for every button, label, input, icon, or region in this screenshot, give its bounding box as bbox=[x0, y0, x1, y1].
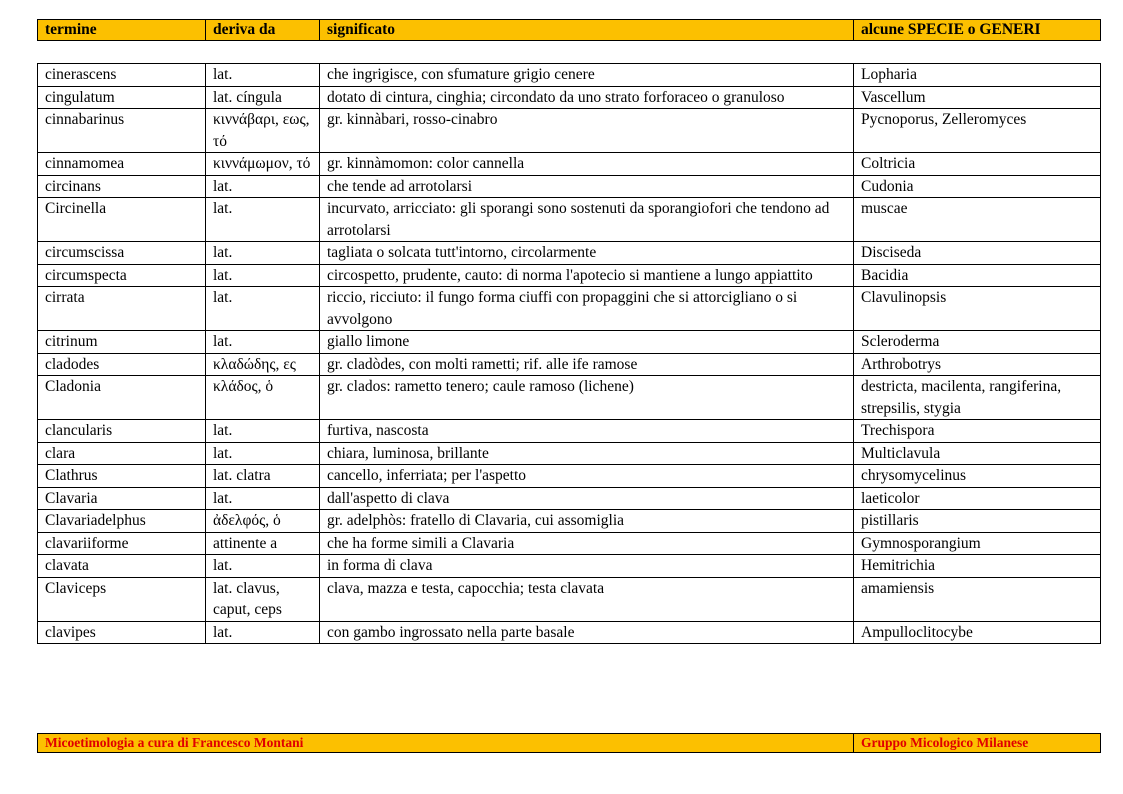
origin-cell: lat. bbox=[206, 175, 320, 198]
table-row bbox=[38, 64, 1101, 87]
table-row bbox=[38, 153, 1101, 176]
species-cell: Cudonia bbox=[854, 175, 1101, 198]
meaning-cell: chiara, luminosa, brillante bbox=[320, 442, 854, 465]
origin-cell: lat. clavus, caput, ceps bbox=[206, 577, 320, 621]
origin-cell: lat. bbox=[206, 198, 320, 242]
term-cell: clara bbox=[38, 442, 206, 465]
species-cell: muscae bbox=[854, 198, 1101, 242]
table-row bbox=[38, 109, 1101, 153]
table-row bbox=[38, 175, 1101, 198]
glossary-rows bbox=[38, 64, 1101, 644]
species-cell: Trechispora bbox=[854, 420, 1101, 443]
species-cell: destricta, macilenta, rangiferina, strepsilis, stygia bbox=[854, 376, 1101, 420]
meaning-cell: dall'aspetto di clava bbox=[320, 487, 854, 510]
meaning-cell: clava, mazza e testa, capocchia; testa clavata bbox=[320, 577, 854, 621]
term-cell: cingulatum bbox=[38, 86, 206, 109]
table-row bbox=[38, 331, 1101, 354]
term-cell: cinnamomea bbox=[38, 153, 206, 176]
term-cell: clavata bbox=[38, 555, 206, 578]
origin-cell: κλαδώδης, ες bbox=[206, 353, 320, 376]
meaning-cell: che ha forme simili a Clavaria bbox=[320, 532, 854, 555]
table-row bbox=[38, 510, 1101, 533]
meaning-cell: dotato di cintura, cinghia; circondato da uno strato forforaceo o granuloso bbox=[320, 86, 854, 109]
header-termine: termine bbox=[38, 20, 206, 41]
meaning-cell: circospetto, prudente, cauto: di norma l'apotecio si mantiene a lungo appiattito bbox=[320, 264, 854, 287]
term-cell: circumscissa bbox=[38, 242, 206, 265]
table-row bbox=[38, 442, 1101, 465]
term-cell: Circinella bbox=[38, 198, 206, 242]
term-cell: cirrata bbox=[38, 287, 206, 331]
term-cell: Clathrus bbox=[38, 465, 206, 488]
table-row bbox=[38, 621, 1101, 644]
meaning-cell: che tende ad arrotolarsi bbox=[320, 175, 854, 198]
origin-cell: lat. bbox=[206, 442, 320, 465]
term-cell: clancularis bbox=[38, 420, 206, 443]
origin-cell: κιννάμωμον, τό bbox=[206, 153, 320, 176]
meaning-cell: tagliata o solcata tutt'intorno, circolarmente bbox=[320, 242, 854, 265]
meaning-cell: incurvato, arricciato: gli sporangi sono sostenuti da sporangiofori che tendono ad arrotolarsi bbox=[320, 198, 854, 242]
meaning-cell: con gambo ingrossato nella parte basale bbox=[320, 621, 854, 644]
meaning-cell: gr. adelphòs: fratello di Clavaria, cui assomiglia bbox=[320, 510, 854, 533]
species-cell: Multiclavula bbox=[854, 442, 1101, 465]
table-row bbox=[38, 353, 1101, 376]
table-row bbox=[38, 487, 1101, 510]
meaning-cell: gr. kinnàbari, rosso-cinabro bbox=[320, 109, 854, 153]
meaning-cell: furtiva, nascosta bbox=[320, 420, 854, 443]
origin-cell: ἀδελφός, ὁ bbox=[206, 510, 320, 533]
meaning-cell: gr. clados: rametto tenero; caule ramoso (lichene) bbox=[320, 376, 854, 420]
term-cell: cladodes bbox=[38, 353, 206, 376]
meaning-cell: in forma di clava bbox=[320, 555, 854, 578]
species-cell: laeticolor bbox=[854, 487, 1101, 510]
species-cell: Disciseda bbox=[854, 242, 1101, 265]
species-cell: Gymnosporangium bbox=[854, 532, 1101, 555]
meaning-cell: che ingrigisce, con sfumature grigio cenere bbox=[320, 64, 854, 87]
table-row bbox=[38, 86, 1101, 109]
term-cell: clavariiforme bbox=[38, 532, 206, 555]
origin-cell: lat. bbox=[206, 331, 320, 354]
table-row bbox=[38, 420, 1101, 443]
species-cell: Clavulinopsis bbox=[854, 287, 1101, 331]
origin-cell: lat. bbox=[206, 420, 320, 443]
glossary-table bbox=[37, 63, 1101, 644]
term-cell: cinerascens bbox=[38, 64, 206, 87]
header-significato: significato bbox=[320, 20, 854, 41]
species-cell: Pycnoporus, Zelleromyces bbox=[854, 109, 1101, 153]
species-cell: Bacidia bbox=[854, 264, 1101, 287]
origin-cell: lat. cíngula bbox=[206, 86, 320, 109]
species-cell: Hemitrichia bbox=[854, 555, 1101, 578]
table-row bbox=[38, 287, 1101, 331]
species-cell: amamiensis bbox=[854, 577, 1101, 621]
table-row bbox=[38, 555, 1101, 578]
term-cell: Clavaria bbox=[38, 487, 206, 510]
origin-cell: κιννάβαρι, εως, τό bbox=[206, 109, 320, 153]
term-cell: Cladonia bbox=[38, 376, 206, 420]
table-row bbox=[38, 532, 1101, 555]
origin-cell: lat. bbox=[206, 487, 320, 510]
term-cell: Clavariadelphus bbox=[38, 510, 206, 533]
species-cell: Lopharia bbox=[854, 64, 1101, 87]
species-cell: Coltricia bbox=[854, 153, 1101, 176]
table-row bbox=[38, 376, 1101, 420]
table-row bbox=[38, 198, 1101, 242]
table-row bbox=[38, 465, 1101, 488]
term-cell: citrinum bbox=[38, 331, 206, 354]
origin-cell: lat. bbox=[206, 264, 320, 287]
origin-cell: lat. bbox=[206, 621, 320, 644]
origin-cell: lat. bbox=[206, 287, 320, 331]
header-deriva-da: deriva da bbox=[206, 20, 320, 41]
species-cell: Arthrobotrys bbox=[854, 353, 1101, 376]
table-row bbox=[38, 264, 1101, 287]
column-header-row bbox=[38, 20, 1101, 41]
meaning-cell: gr. kinnàmomon: color cannella bbox=[320, 153, 854, 176]
origin-cell: lat. bbox=[206, 242, 320, 265]
table-row bbox=[38, 577, 1101, 621]
header-specie-generi: alcune SPECIE o GENERI bbox=[854, 20, 1101, 41]
meaning-cell: giallo limone bbox=[320, 331, 854, 354]
term-cell: cinnabarinus bbox=[38, 109, 206, 153]
column-header-table bbox=[37, 19, 1101, 41]
origin-cell: lat. bbox=[206, 64, 320, 87]
origin-cell: attinente a bbox=[206, 532, 320, 555]
term-cell: circinans bbox=[38, 175, 206, 198]
meaning-cell: cancello, inferriata; per l'aspetto bbox=[320, 465, 854, 488]
origin-cell: lat. bbox=[206, 555, 320, 578]
footer-bar bbox=[37, 733, 1101, 753]
footer-row bbox=[38, 734, 1101, 753]
meaning-cell: gr. cladòdes, con molti rametti; rif. alle ife ramose bbox=[320, 353, 854, 376]
species-cell: pistillaris bbox=[854, 510, 1101, 533]
footer-author: Micoetimologia a cura di Francesco Montani bbox=[38, 734, 854, 753]
origin-cell: lat. clatra bbox=[206, 465, 320, 488]
origin-cell: κλάδος, ὁ bbox=[206, 376, 320, 420]
meaning-cell: riccio, ricciuto: il fungo forma ciuffi con propaggini che si attorcigliano o si avvolgono bbox=[320, 287, 854, 331]
term-cell: clavipes bbox=[38, 621, 206, 644]
term-cell: circumspecta bbox=[38, 264, 206, 287]
species-cell: chrysomycelinus bbox=[854, 465, 1101, 488]
term-cell: Claviceps bbox=[38, 577, 206, 621]
footer-group: Gruppo Micologico Milanese bbox=[854, 734, 1101, 753]
table-row bbox=[38, 242, 1101, 265]
species-cell: Scleroderma bbox=[854, 331, 1101, 354]
species-cell: Vascellum bbox=[854, 86, 1101, 109]
species-cell: Ampulloclitocybe bbox=[854, 621, 1101, 644]
